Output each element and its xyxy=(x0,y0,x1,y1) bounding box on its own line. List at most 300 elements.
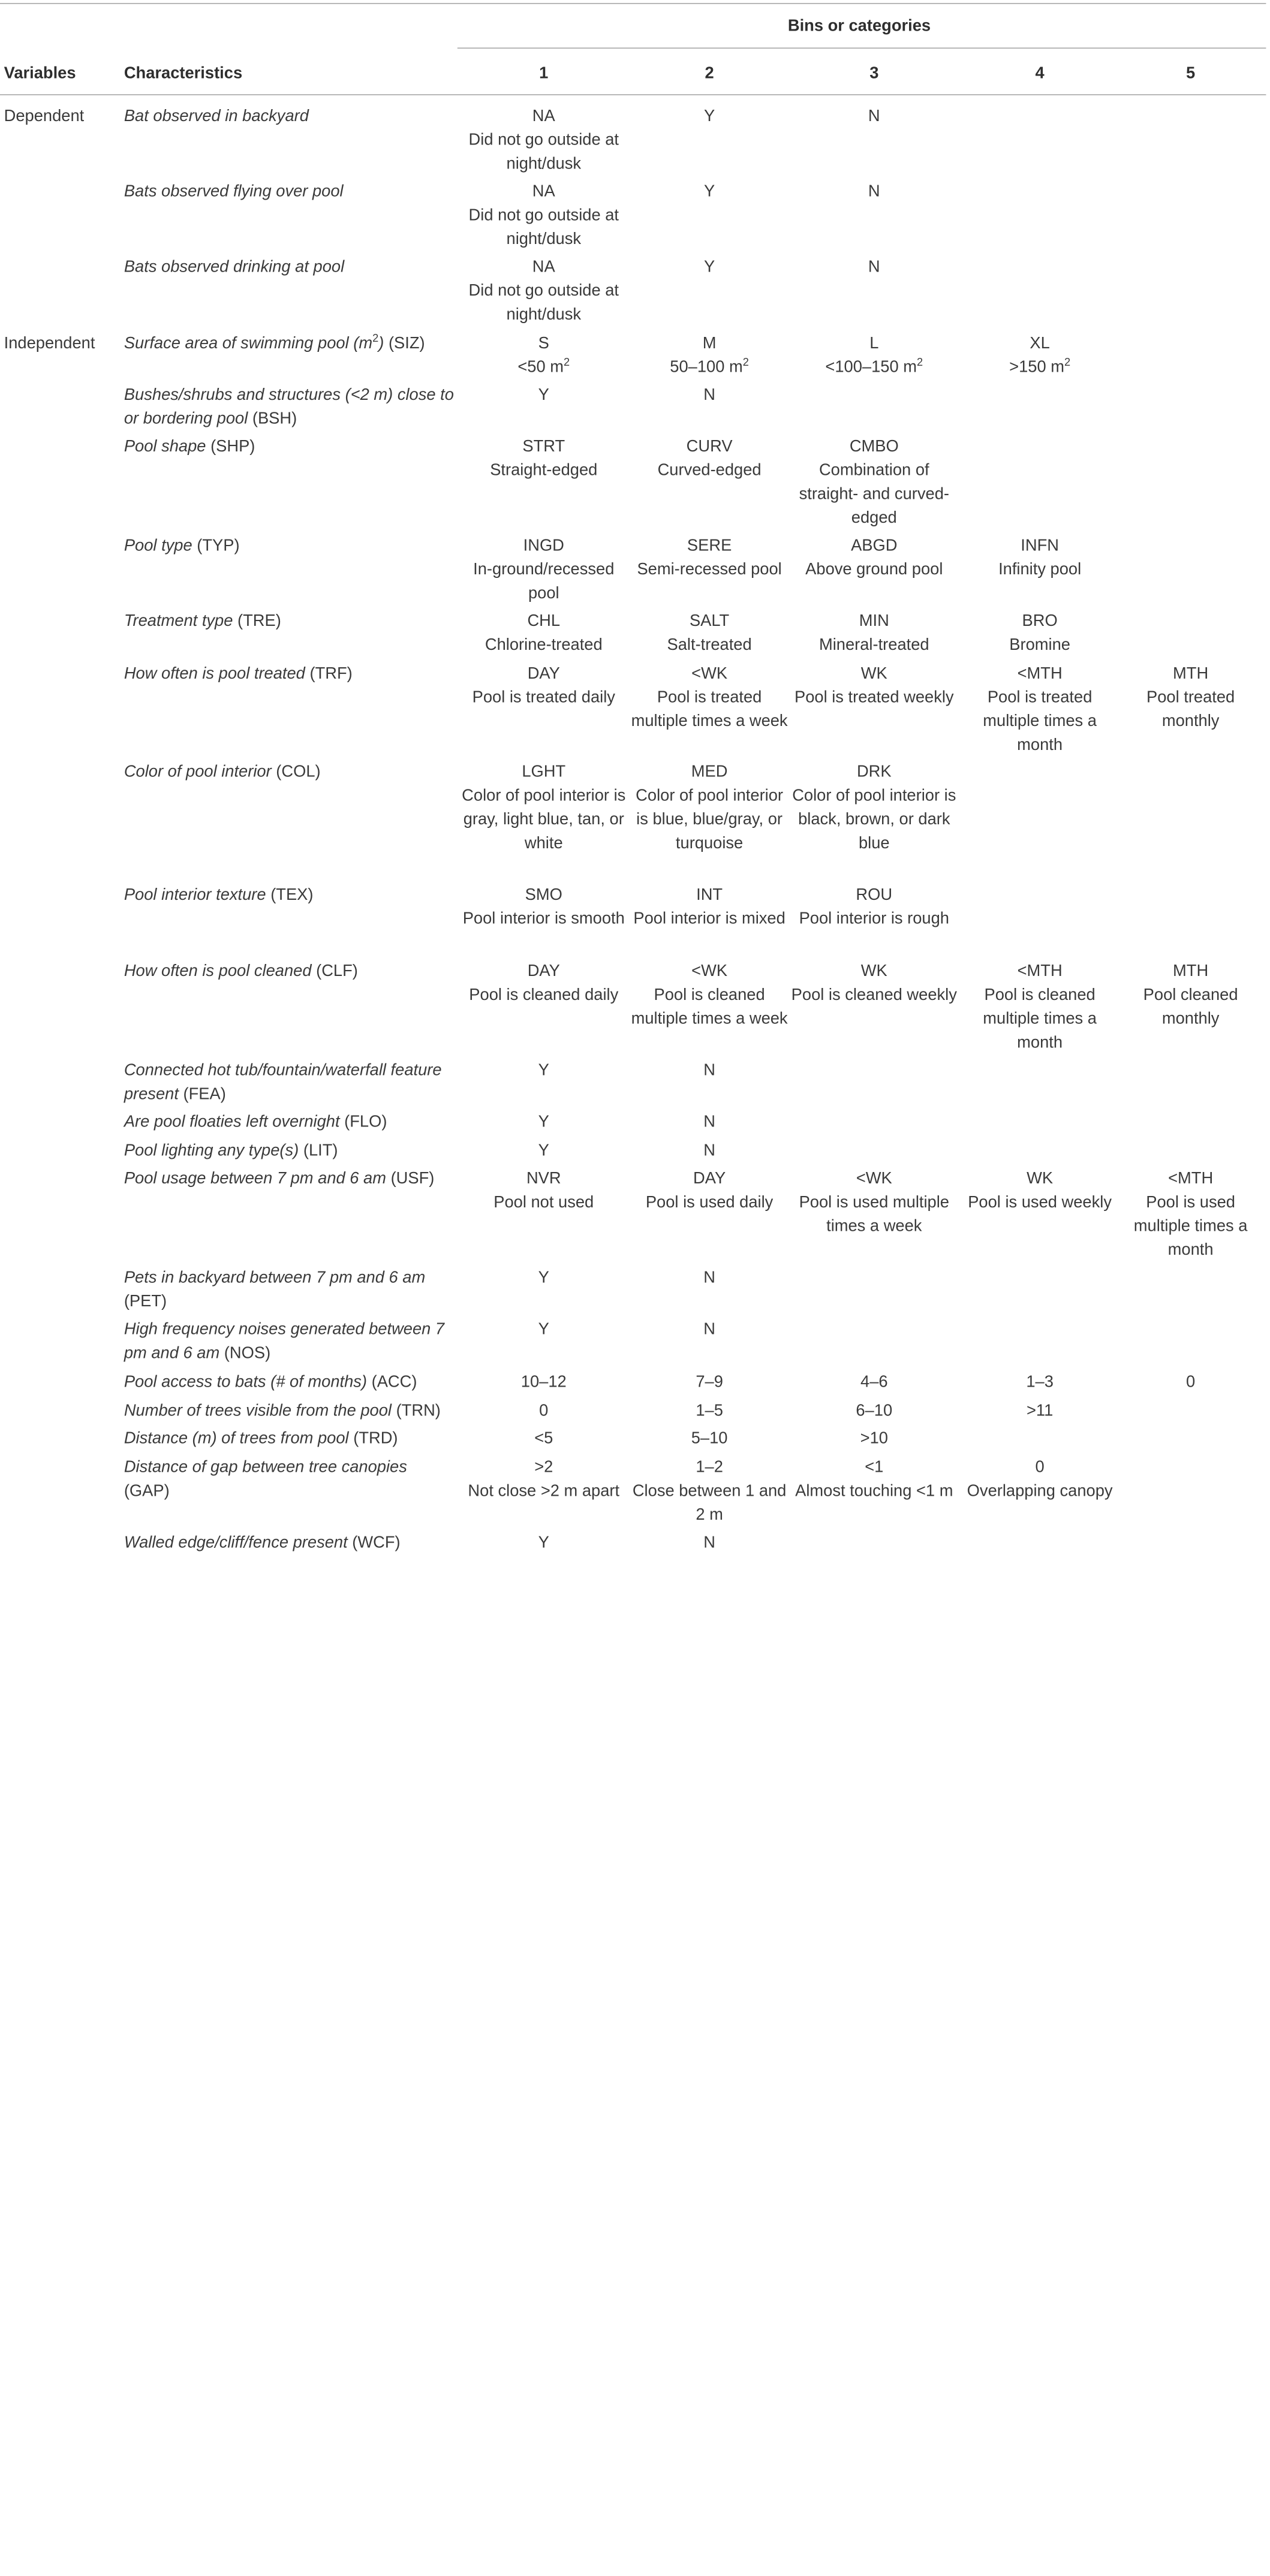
bin-cell-4 xyxy=(959,662,1120,757)
characteristic xyxy=(124,1455,456,1502)
bin-description xyxy=(458,128,630,175)
bin-code: >2 xyxy=(534,1458,553,1477)
bin-code: CURV xyxy=(686,437,733,456)
bin-description-text: Mineral-treated xyxy=(818,635,929,654)
bin-cell-4 xyxy=(959,1399,1120,1423)
bin-code: N xyxy=(703,385,715,404)
bin-superscript: 2 xyxy=(916,356,923,369)
bin-cell-2 xyxy=(630,383,789,407)
bin-cell-4 xyxy=(959,332,1120,379)
bin-description-text: Semi-recessed pool xyxy=(637,560,782,579)
characteristic xyxy=(124,104,456,128)
bin-description xyxy=(630,355,789,379)
bin-cell-1 xyxy=(458,1399,630,1423)
characteristic-name: Bat observed in backyard xyxy=(124,107,309,125)
bin-cell-4 xyxy=(959,1167,1120,1214)
characteristic-code: (TYP) xyxy=(197,537,240,555)
bin-description-text: Pool is cleaned weekly xyxy=(791,986,957,1004)
bin-cell-2 xyxy=(630,662,789,733)
bin-description xyxy=(458,784,630,855)
bin-description-text: Pool is used daily xyxy=(645,1193,774,1212)
characteristic xyxy=(124,435,456,459)
bin-code: 7–9 xyxy=(696,1373,723,1391)
bin-code: N xyxy=(703,1533,715,1551)
bin-superscript: 2 xyxy=(742,356,749,369)
characteristic-name: Pool shape xyxy=(124,437,206,456)
characteristic xyxy=(124,662,456,686)
bin-code: SMO xyxy=(525,885,562,904)
bin-cell-3 xyxy=(789,332,959,379)
characteristic-code: (WCF) xyxy=(352,1533,401,1551)
bin-cell-2 xyxy=(630,1110,789,1134)
bin-cell-1 xyxy=(458,435,630,482)
bin-description xyxy=(789,558,959,582)
bin-code: XL xyxy=(1030,334,1050,352)
characteristic xyxy=(124,180,456,204)
bin-description xyxy=(458,203,630,251)
characteristic-code: (FLO) xyxy=(344,1113,387,1131)
bin-code: N xyxy=(703,1061,715,1080)
characteristic-code: (SIZ) xyxy=(388,334,425,352)
bin-description-text: Pool interior is mixed xyxy=(633,909,786,928)
bin-code: 6–10 xyxy=(856,1402,893,1420)
bin-code: DAY xyxy=(527,664,560,683)
bin-description xyxy=(630,983,789,1031)
bin-superscript: 2 xyxy=(1064,356,1071,369)
bin-cell-2 xyxy=(630,883,789,930)
bin-code: N xyxy=(703,1113,715,1131)
bin-description xyxy=(458,279,630,326)
bin-description-text: Curved-edged xyxy=(657,461,762,480)
characteristic xyxy=(124,1266,456,1313)
bin-code: 4–6 xyxy=(860,1373,888,1391)
characteristic xyxy=(124,1530,456,1554)
top-rule xyxy=(0,3,1266,4)
characteristic xyxy=(124,1167,456,1191)
bin-code: <MTH xyxy=(1017,962,1063,980)
bin-code: ABGD xyxy=(851,537,898,555)
bin-description-text: Straight-edged xyxy=(490,461,598,480)
bin-description-text: <100–150 m xyxy=(825,358,917,376)
bin-cell-2 xyxy=(630,609,789,656)
bin-cell-2 xyxy=(630,104,789,128)
bin-description-text: Pool cleaned monthly xyxy=(1143,986,1238,1028)
bin-description-text: Color of pool interior is blue, blue/gray, or turquoise xyxy=(636,787,784,852)
header-bin-1: 1 xyxy=(539,64,549,83)
bin-cell-1 xyxy=(458,1139,630,1163)
bin-description-text: Did not go outside at night/dusk xyxy=(468,131,619,173)
bin-description-text: Bromine xyxy=(1009,635,1070,654)
bin-cell-1 xyxy=(458,383,630,407)
characteristic-name: Bats observed flying over pool xyxy=(124,182,344,201)
bin-code: <WK xyxy=(856,1169,892,1188)
bin-code: Y xyxy=(538,1533,549,1551)
characteristic xyxy=(124,760,456,784)
characteristic-name: Connected hot tub/fountain/waterfall feature present xyxy=(124,1061,442,1104)
bin-description-text: Pool is cleaned daily xyxy=(469,986,619,1004)
bin-cell-2 xyxy=(630,1139,789,1163)
bin-cell-2 xyxy=(630,435,789,482)
bin-code: SERE xyxy=(687,537,732,555)
bin-description xyxy=(458,685,630,709)
characteristic xyxy=(124,534,456,558)
header-rule xyxy=(0,94,1266,95)
characteristic-code: (SHP) xyxy=(210,437,255,456)
characteristic-name: Bushes/shrubs and structures (<2 m) close to or bordering pool xyxy=(124,385,454,428)
bin-description xyxy=(1120,685,1261,733)
bin-cell-5 xyxy=(1120,1167,1261,1262)
bin-code: Y xyxy=(538,1141,549,1160)
bin-code: MIN xyxy=(859,611,889,630)
header-bin-2: 2 xyxy=(705,64,714,83)
characteristic xyxy=(124,1110,456,1134)
bin-cell-1 xyxy=(458,1110,630,1134)
bin-cell-1 xyxy=(458,959,630,1007)
bin-code: 1–5 xyxy=(696,1402,723,1420)
bin-cell-2 xyxy=(630,332,789,379)
bin-code: CMBO xyxy=(849,437,899,456)
bin-cell-2 xyxy=(630,1266,789,1289)
characteristic xyxy=(124,609,456,633)
bin-code: NA xyxy=(532,258,555,276)
characteristic-superscript: 2 xyxy=(372,333,379,345)
bin-cell-3 xyxy=(789,662,959,709)
bin-description-text: Combination of straight- and curved-edged xyxy=(799,461,949,527)
bin-code: L xyxy=(869,334,879,352)
characteristic-code: (COL) xyxy=(276,763,321,781)
bin-description-text: Overlapping canopy xyxy=(967,1482,1113,1500)
characteristic-name: Walled edge/cliff/fence present xyxy=(124,1533,348,1551)
characteristic-code: (LIT) xyxy=(303,1141,338,1160)
characteristic-code: (TRD) xyxy=(353,1429,398,1448)
bin-description-text: Almost touching <1 m xyxy=(795,1482,953,1500)
bin-description-text: Infinity pool xyxy=(998,560,1082,579)
bin-code: Y xyxy=(538,385,549,404)
bin-description xyxy=(630,784,789,855)
bin-code: MTH xyxy=(1173,664,1209,683)
bin-description xyxy=(789,685,959,709)
bin-cell-1 xyxy=(458,1530,630,1554)
bin-cell-2 xyxy=(630,534,789,581)
bin-description-text: Color of pool interior is gray, light blue, tan, or white xyxy=(462,787,626,852)
bin-cell-3 xyxy=(789,1399,959,1423)
bin-code: WK xyxy=(860,664,887,683)
characteristic-code: (TRE) xyxy=(237,611,281,630)
characteristic-code: (TEX) xyxy=(270,885,314,904)
characteristic xyxy=(124,1317,456,1364)
bin-cell-3 xyxy=(789,180,959,204)
bin-description xyxy=(959,685,1120,757)
bin-description xyxy=(789,784,959,855)
bin-description-text: >150 m xyxy=(1009,358,1064,376)
bin-cell-2 xyxy=(630,1426,789,1450)
bin-description-text: Pool is treated daily xyxy=(472,688,615,707)
bin-code: <1 xyxy=(865,1458,884,1477)
bin-cell-4 xyxy=(959,959,1120,1054)
bin-cell-5 xyxy=(1120,1370,1261,1394)
bin-description xyxy=(458,1479,630,1503)
characteristic-name: Treatment type xyxy=(124,611,233,630)
bin-code: 10–12 xyxy=(520,1373,567,1391)
bin-cell-2 xyxy=(630,180,789,204)
bin-code: M xyxy=(702,334,717,352)
bin-code: N xyxy=(868,182,880,201)
bin-description-text: Did not go outside at night/dusk xyxy=(468,281,619,324)
header-variables: Variables xyxy=(4,64,76,83)
characteristic-name: Are pool floaties left overnight xyxy=(124,1113,340,1131)
bin-cell-1 xyxy=(458,1317,630,1341)
header-characteristics: Characteristics xyxy=(124,64,243,83)
bin-description-text: <50 m xyxy=(517,358,564,376)
bin-cell-5 xyxy=(1120,959,1261,1031)
bin-description-text: 50–100 m xyxy=(670,358,743,376)
bin-code: DRK xyxy=(856,763,892,781)
bin-description xyxy=(1120,983,1261,1031)
bin-cell-2 xyxy=(630,1455,789,1526)
bin-code: Y xyxy=(538,1061,549,1080)
bin-cell-2 xyxy=(630,1059,789,1083)
bin-description-text: Pool interior is rough xyxy=(799,909,949,928)
bin-cell-1 xyxy=(458,662,630,709)
bin-description xyxy=(959,1479,1120,1503)
bin-code: NA xyxy=(532,182,555,201)
bin-description xyxy=(458,906,630,930)
bins-group-header: Bins or categories xyxy=(787,17,931,35)
bin-code: 1–3 xyxy=(1026,1373,1054,1391)
bin-cell-3 xyxy=(789,883,959,930)
bin-cell-3 xyxy=(789,534,959,581)
bin-description xyxy=(959,558,1120,582)
bin-description xyxy=(789,355,959,379)
bin-description xyxy=(630,633,789,657)
bin-code: Y xyxy=(538,1113,549,1131)
bin-cell-3 xyxy=(789,1167,959,1238)
characteristic-name: How often is pool cleaned xyxy=(124,962,312,980)
bin-cell-1 xyxy=(458,1059,630,1083)
bin-description-text: Pool not used xyxy=(493,1193,594,1212)
bin-description xyxy=(458,1191,630,1215)
bin-cell-2 xyxy=(630,1530,789,1554)
bin-code: 0 xyxy=(539,1402,549,1420)
characteristic-code: (USF) xyxy=(390,1169,435,1188)
characteristic-code: (TRN) xyxy=(396,1402,441,1420)
bin-code: MED xyxy=(691,763,728,781)
characteristic-name: Pool usage between 7 pm and 6 am xyxy=(124,1169,386,1188)
bin-cell-3 xyxy=(789,760,959,855)
characteristic-code: (GAP) xyxy=(124,1482,170,1500)
bin-cell-4 xyxy=(959,1370,1120,1394)
characteristic-name: Bats observed drinking at pool xyxy=(124,258,345,276)
bin-code: 1–2 xyxy=(696,1458,723,1477)
bin-superscript: 2 xyxy=(564,356,570,369)
bin-description-text: Pool treated monthly xyxy=(1146,688,1235,730)
characteristic-name: Distance (m) of trees from pool xyxy=(124,1429,349,1448)
variable-type: Dependent xyxy=(4,107,85,125)
bin-cell-2 xyxy=(630,1167,789,1214)
bin-code: WK xyxy=(1027,1169,1054,1188)
bin-description xyxy=(789,633,959,657)
bin-code: INGD xyxy=(523,537,564,555)
bin-cell-2 xyxy=(630,1317,789,1341)
bin-description-text: Chlorine-treated xyxy=(484,635,603,654)
characteristic-name: Pets in backyard between 7 pm and 6 am xyxy=(124,1269,426,1287)
bin-description-text: Pool is treated weekly xyxy=(794,688,954,707)
characteristic xyxy=(124,1139,456,1163)
bin-description xyxy=(959,355,1120,379)
characteristic xyxy=(124,1059,456,1106)
bin-description xyxy=(458,458,630,482)
bin-description xyxy=(959,983,1120,1054)
bin-description xyxy=(959,1191,1120,1215)
bin-cell-3 xyxy=(789,255,959,279)
characteristic xyxy=(124,255,456,279)
bin-description-text: Close between 1 and 2 m xyxy=(632,1482,787,1524)
bin-code: >11 xyxy=(1026,1402,1054,1420)
header-bin-4: 4 xyxy=(1035,64,1045,83)
bin-cell-2 xyxy=(630,1399,789,1423)
bin-cell-3 xyxy=(789,1370,959,1394)
characteristic-code: (ACC) xyxy=(371,1373,417,1391)
bin-code: DAY xyxy=(527,962,560,980)
bin-description xyxy=(789,1191,959,1238)
characteristic xyxy=(124,883,456,907)
bin-code: N xyxy=(868,107,880,125)
bin-code: DAY xyxy=(693,1169,726,1188)
bin-code: Y xyxy=(538,1320,549,1339)
bin-description-text: Color of pool interior is black, brown, or dark blue xyxy=(792,787,956,852)
bin-code: NVR xyxy=(526,1169,561,1188)
bin-code: Y xyxy=(703,182,715,201)
characteristic-name: High frequency noises generated between 7 pm and 6 am xyxy=(124,1320,445,1362)
bin-description xyxy=(789,458,959,529)
bin-code: N xyxy=(703,1141,715,1160)
bin-description xyxy=(789,1479,959,1503)
bin-description-text: Pool is cleaned multiple times a month xyxy=(983,986,1097,1052)
bin-code: MTH xyxy=(1173,962,1209,980)
bin-code: <5 xyxy=(534,1429,553,1448)
bin-cell-5 xyxy=(1120,662,1261,733)
bin-cell-1 xyxy=(458,760,630,855)
variable-type: Independent xyxy=(4,334,95,352)
bin-code: INT xyxy=(696,885,723,904)
characteristic-name: Pool type xyxy=(124,537,192,555)
bin-code: BRO xyxy=(1022,611,1058,630)
bin-description xyxy=(630,458,789,482)
bin-code: NA xyxy=(532,107,555,125)
bin-code: N xyxy=(703,1269,715,1287)
bin-cell-1 xyxy=(458,883,630,930)
bin-code: SALT xyxy=(689,611,730,630)
bin-description xyxy=(458,983,630,1007)
group-rule xyxy=(458,47,1266,49)
bin-cell-2 xyxy=(630,760,789,855)
characteristic xyxy=(124,383,456,430)
bin-description-text: Did not go outside at night/dusk xyxy=(468,206,619,248)
bin-cell-1 xyxy=(458,1426,630,1450)
characteristic-name: Number of trees visible from the pool xyxy=(124,1402,392,1420)
characteristic xyxy=(124,1426,456,1450)
bin-description-text: Pool is treated multiple times a week xyxy=(631,688,788,730)
bin-cell-1 xyxy=(458,1455,630,1502)
characteristic-name: Surface area of swimming pool (m xyxy=(124,334,373,352)
bin-code: INFN xyxy=(1021,537,1059,555)
characteristic-code: (CLF) xyxy=(316,962,358,980)
bin-code: CHL xyxy=(527,611,561,630)
bin-description xyxy=(630,1191,789,1215)
characteristic-name-end: ) xyxy=(378,334,384,352)
bin-cell-1 xyxy=(458,1167,630,1214)
bin-cell-4 xyxy=(959,609,1120,656)
bin-description xyxy=(959,633,1120,657)
bin-code: <WK xyxy=(691,962,728,980)
bin-cell-1 xyxy=(458,104,630,176)
bin-code: <WK xyxy=(691,664,728,683)
bin-code: <MTH xyxy=(1168,1169,1214,1188)
bin-cell-3 xyxy=(789,435,959,530)
bin-cell-4 xyxy=(959,1455,1120,1502)
characteristic xyxy=(124,332,456,355)
bin-description-text: Not close >2 m apart xyxy=(468,1482,620,1500)
characteristic-code: (BSH) xyxy=(252,409,297,428)
characteristic-code: (FEA) xyxy=(183,1085,226,1104)
bin-cell-3 xyxy=(789,959,959,1007)
characteristic-name: How often is pool treated xyxy=(124,664,305,683)
bin-cell-1 xyxy=(458,180,630,251)
bin-code: <MTH xyxy=(1017,664,1063,683)
bin-description xyxy=(630,1479,789,1526)
bin-cell-1 xyxy=(458,332,630,379)
characteristic xyxy=(124,1399,456,1423)
characteristic-name: Pool access to bats (# of months) xyxy=(124,1373,368,1391)
characteristic-name: Distance of gap between tree canopies xyxy=(124,1458,407,1477)
characteristic-name: Pool interior texture xyxy=(124,885,266,904)
bin-code: Y xyxy=(703,258,715,276)
bin-cell-2 xyxy=(630,1370,789,1394)
bin-cell-3 xyxy=(789,609,959,656)
characteristic-code: (NOS) xyxy=(224,1344,271,1362)
bin-description-text: In-ground/recessed pool xyxy=(473,560,615,602)
bin-description-text: Pool is used multiple times a week xyxy=(799,1193,949,1236)
bin-code: >10 xyxy=(860,1429,888,1448)
bin-cell-1 xyxy=(458,534,630,605)
bin-description xyxy=(458,558,630,605)
bin-cell-2 xyxy=(630,255,789,279)
bin-cell-4 xyxy=(959,534,1120,581)
bin-cell-1 xyxy=(458,1370,630,1394)
header-bin-3: 3 xyxy=(869,64,879,83)
bin-code: N xyxy=(703,1320,715,1339)
bin-cell-3 xyxy=(789,1455,959,1502)
characteristic-code: (TRF) xyxy=(309,664,353,683)
characteristic-code: (PET) xyxy=(124,1292,167,1310)
bin-description xyxy=(630,906,789,930)
bin-code: Y xyxy=(538,1269,549,1287)
bin-cell-1 xyxy=(458,1266,630,1289)
characteristic-name: Color of pool interior xyxy=(124,763,272,781)
bin-description-text: Salt-treated xyxy=(667,635,752,654)
characteristic xyxy=(124,959,456,983)
bin-code: 5–10 xyxy=(691,1429,728,1448)
bin-cell-3 xyxy=(789,104,959,128)
bin-code: ROU xyxy=(856,885,893,904)
bin-cell-2 xyxy=(630,959,789,1031)
characteristic xyxy=(124,1370,456,1394)
bin-description xyxy=(1120,1191,1261,1262)
bin-cell-3 xyxy=(789,1426,959,1450)
bin-code: 0 xyxy=(1186,1373,1196,1391)
bin-code: 0 xyxy=(1035,1458,1045,1477)
bin-description xyxy=(458,633,630,657)
